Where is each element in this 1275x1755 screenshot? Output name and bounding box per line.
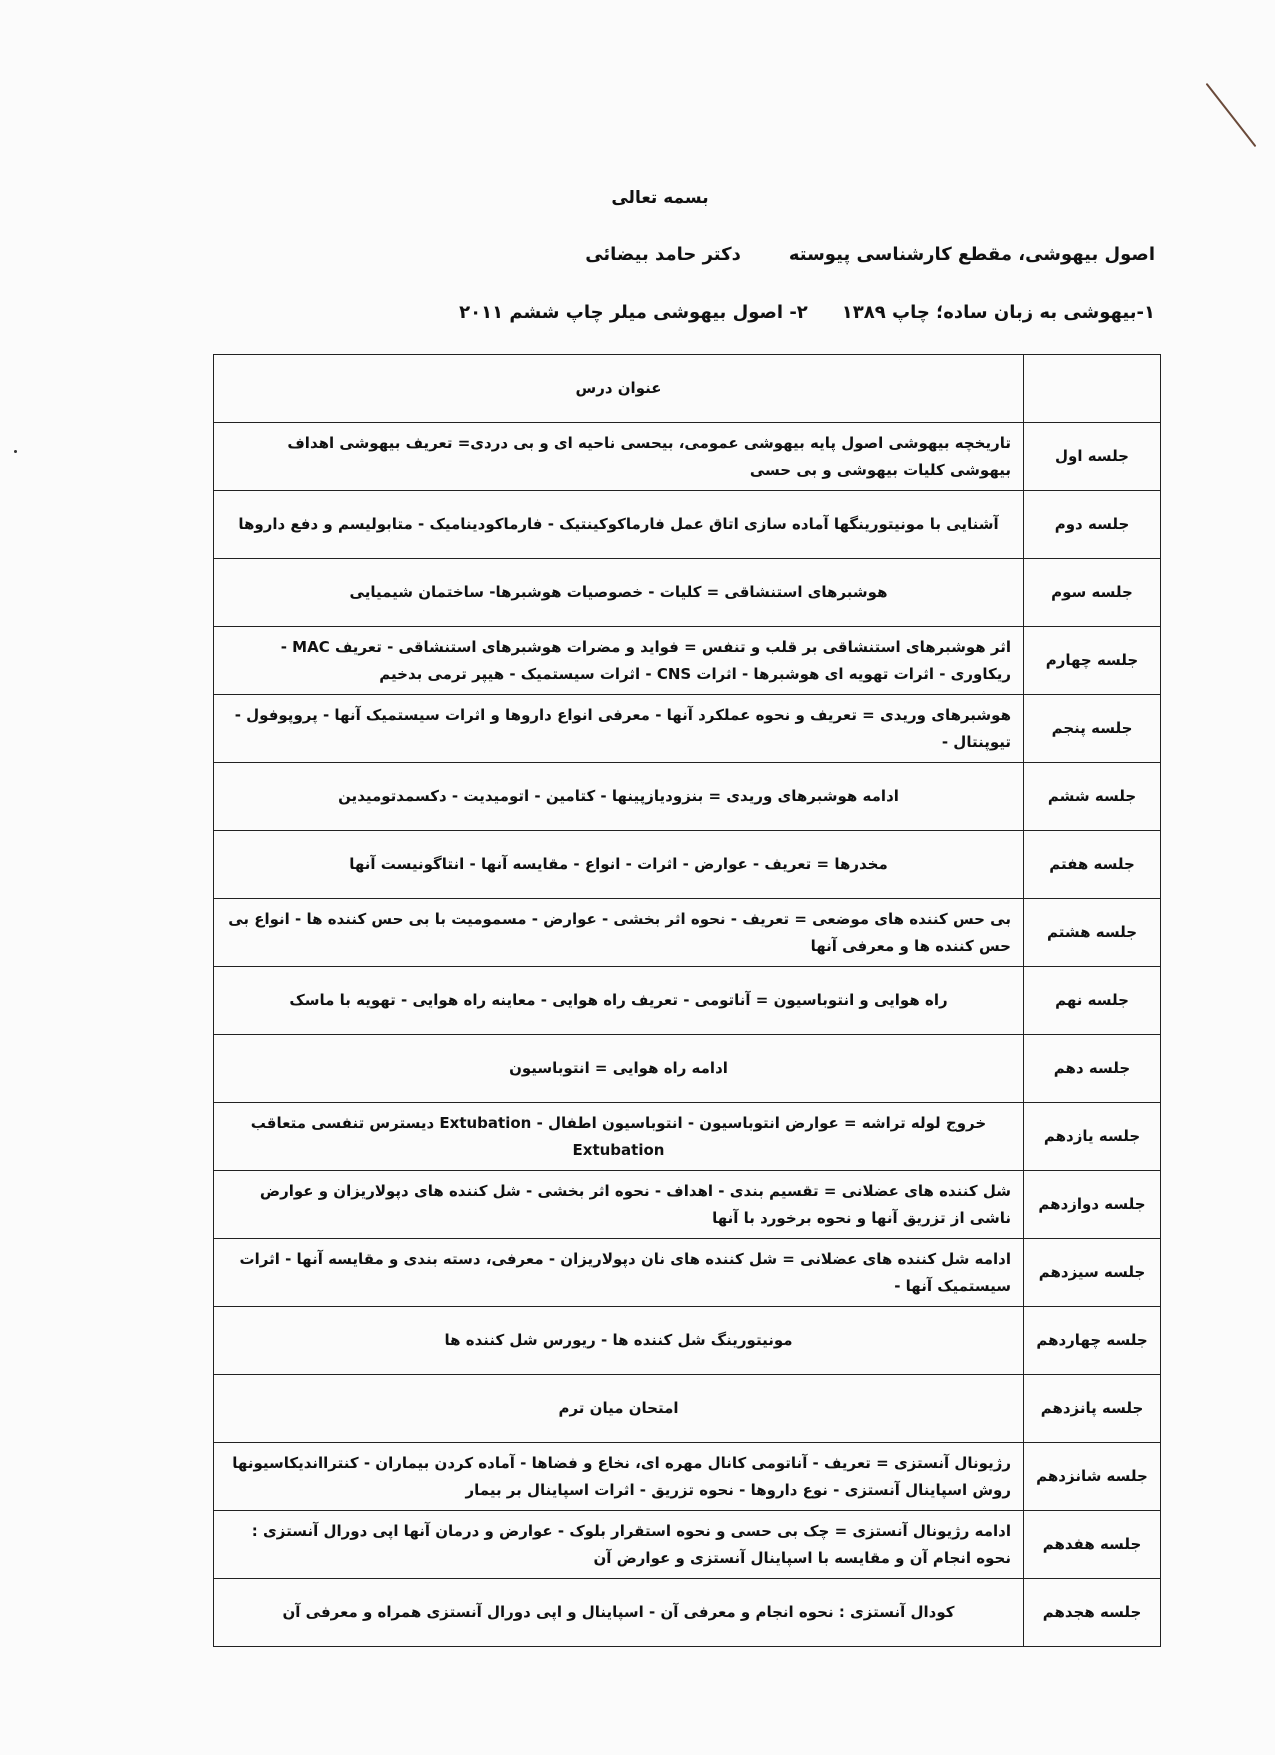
session-topic-cell: شل کننده های عضلانی = تقسیم بندی - اهداف - نحوه اثر بخشی - شل کننده های دپولاریزان و عوارض ناشی از تزریق آنها و نحوه برخورد با آنها xyxy=(214,1171,1024,1239)
table-row xyxy=(214,831,1161,899)
session-topic-cell: خروج لوله تراشه = عوارض انتوباسیون - انتوباسیون اطفال - Extubation دیسترس تنفسی متعاقب Extubation xyxy=(214,1103,1024,1171)
session-number-cell: جلسه هشتم xyxy=(1024,899,1161,967)
session-topic-cell: رژیونال آنستزی = تعریف - آناتومی کانال مهره ای، نخاع و فضاها - آماده کردن بیماران - کنترااندیکاسیونها روش اسپاینال آنستزی - نوع داروها - نحوه تزریق - اثرات اسپاینال بر بیمار xyxy=(214,1443,1024,1511)
table-row xyxy=(214,695,1161,763)
session-schedule-table xyxy=(213,354,1161,1647)
table-row xyxy=(214,423,1161,491)
session-number-cell: جلسه هفتم xyxy=(1024,831,1161,899)
session-number-cell: جلسه چهارم xyxy=(1024,627,1161,695)
instructor-name: دکتر حامد بیضائی xyxy=(585,244,741,265)
table-row xyxy=(214,1035,1161,1103)
session-topic-cell: هوشبرهای استنشاقی = کلیات - خصوصیات هوشبرها- ساختمان شیمیایی xyxy=(214,559,1024,627)
session-number-cell: جلسه چهاردهم xyxy=(1024,1307,1161,1375)
session-topic-cell: هوشبرهای وریدی = تعریف و نحوه عملکرد آنها - معرفی انواع داروها و اثرات سیستمیک آنها - پروپوفول - تیوپنتال - xyxy=(214,695,1024,763)
session-topic-cell: ادامه رژیونال آنستزی = چک بی حسی و نحوه استقرار بلوک - عوارض و درمان آنها اپی دورال آنستزی : نحوه انجام آن و مقایسه با اسپاینال آنستزی و عوارض آن xyxy=(214,1511,1024,1579)
staple-mark xyxy=(1206,83,1257,147)
session-topic-cell: بی حس کننده های موضعی = تعریف - نحوه اثر بخشی - عوارض - مسمومیت با بی حس کننده ها - انواع بی حس کننده ها و معرفی آنها xyxy=(214,899,1024,967)
table-row xyxy=(214,1375,1161,1443)
table-row xyxy=(214,1443,1161,1511)
session-number-cell: جلسه دوم xyxy=(1024,491,1161,559)
table-row xyxy=(214,1579,1161,1647)
table-row xyxy=(214,1103,1161,1171)
session-topic-cell: آشنایی با مونیتورینگها آماده سازی اتاق عمل فارماکوکینتیک - فارماکودینامیک - متابولیسم و دفع داروها xyxy=(214,491,1024,559)
table-header-row xyxy=(214,355,1161,423)
table-row xyxy=(214,1239,1161,1307)
table-row xyxy=(214,1307,1161,1375)
column-header-topic: عنوان درس xyxy=(214,355,1024,423)
session-topic-cell: ادامه هوشبرهای وریدی = بنزودیازپینها - کتامین - اتومیدیت - دکسمدتومیدین xyxy=(214,763,1024,831)
table-row xyxy=(214,1171,1161,1239)
session-topic-cell: کودال آنستزی : نحوه انجام و معرفی آن - اسپاینال و اپی دورال آنستزی همراه و معرفی آن xyxy=(214,1579,1024,1647)
session-topic-cell: ادامه راه هوایی = انتوباسیون xyxy=(214,1035,1024,1103)
course-title: اصول بیهوشی، مقطع کارشناسی پیوسته xyxy=(788,244,1155,265)
session-number-cell: جلسه هفدهم xyxy=(1024,1511,1161,1579)
session-number-cell: جلسه شانزدهم xyxy=(1024,1443,1161,1511)
session-number-cell: جلسه نهم xyxy=(1024,967,1161,1035)
session-topic-cell: راه هوایی و انتوباسیون = آناتومی - تعریف راه هوایی - معاینه راه هوایی - تهویه با ماسک xyxy=(214,967,1024,1035)
session-number-cell: جلسه اول xyxy=(1024,423,1161,491)
session-number-cell: جلسه سوم xyxy=(1024,559,1161,627)
reference-2: ۲- اصول بیهوشی میلر چاپ ششم ۲۰۱۱ xyxy=(459,302,808,323)
session-topic-cell: مخدرها = تعریف - عوارض - اثرات - انواع - مقایسه آنها - انتاگونیست آنها xyxy=(214,831,1024,899)
midterm-exam-cell: امتحان میان ترم xyxy=(214,1375,1024,1443)
table-row xyxy=(214,763,1161,831)
table-row xyxy=(214,967,1161,1035)
session-number-cell: جلسه دوازدهم xyxy=(1024,1171,1161,1239)
references-line xyxy=(459,302,1155,323)
session-topic-cell: تاریخچه بیهوشی اصول پایه بیهوشی عمومی، بیحسی ناحیه ای و بی دردی= تعریف بیهوشی اهداف بیهوشی کلیات بیهوشی و بی حسی xyxy=(214,423,1024,491)
punch-dot xyxy=(14,450,17,453)
table-row xyxy=(214,1511,1161,1579)
session-number-cell: جلسه دهم xyxy=(1024,1035,1161,1103)
table-row xyxy=(214,491,1161,559)
header-session-cell xyxy=(1024,355,1161,423)
session-number-cell: جلسه ششم xyxy=(1024,763,1161,831)
session-topic-cell: مونیتورینگ شل کننده ها - ریورس شل کننده ها xyxy=(214,1307,1024,1375)
session-number-cell: جلسه هجدهم xyxy=(1024,1579,1161,1647)
session-topic-cell: اثر هوشبرهای استنشاقی بر قلب و تنفس = فواید و مضرات هوشبرهای استنشاقی - تعریف MAC - ریکاوری - اثرات تهویه ای هوشبرها - اثرات CNS - اثرات سیستمیک - هیپر ترمی بدخیم xyxy=(214,627,1024,695)
table-row xyxy=(214,559,1161,627)
reference-1: ۱-بیهوشی به زبان ساده؛ چاپ ۱۳۸۹ xyxy=(841,302,1155,323)
session-number-cell: جلسه پنجم xyxy=(1024,695,1161,763)
basmala-heading: بسمه تعالی xyxy=(611,188,709,208)
table-row xyxy=(214,899,1161,967)
session-topic-cell: ادامه شل کننده های عضلانی = شل کننده های نان دپولاریزان - معرفی، دسته بندی و مقایسه آنها - اثرات سیستمیک آنها - xyxy=(214,1239,1024,1307)
session-number-cell: جلسه یازدهم xyxy=(1024,1103,1161,1171)
session-number-cell: جلسه پانزدهم xyxy=(1024,1375,1161,1443)
course-line xyxy=(585,244,1155,265)
table-row xyxy=(214,627,1161,695)
session-number-cell: جلسه سیزدهم xyxy=(1024,1239,1161,1307)
